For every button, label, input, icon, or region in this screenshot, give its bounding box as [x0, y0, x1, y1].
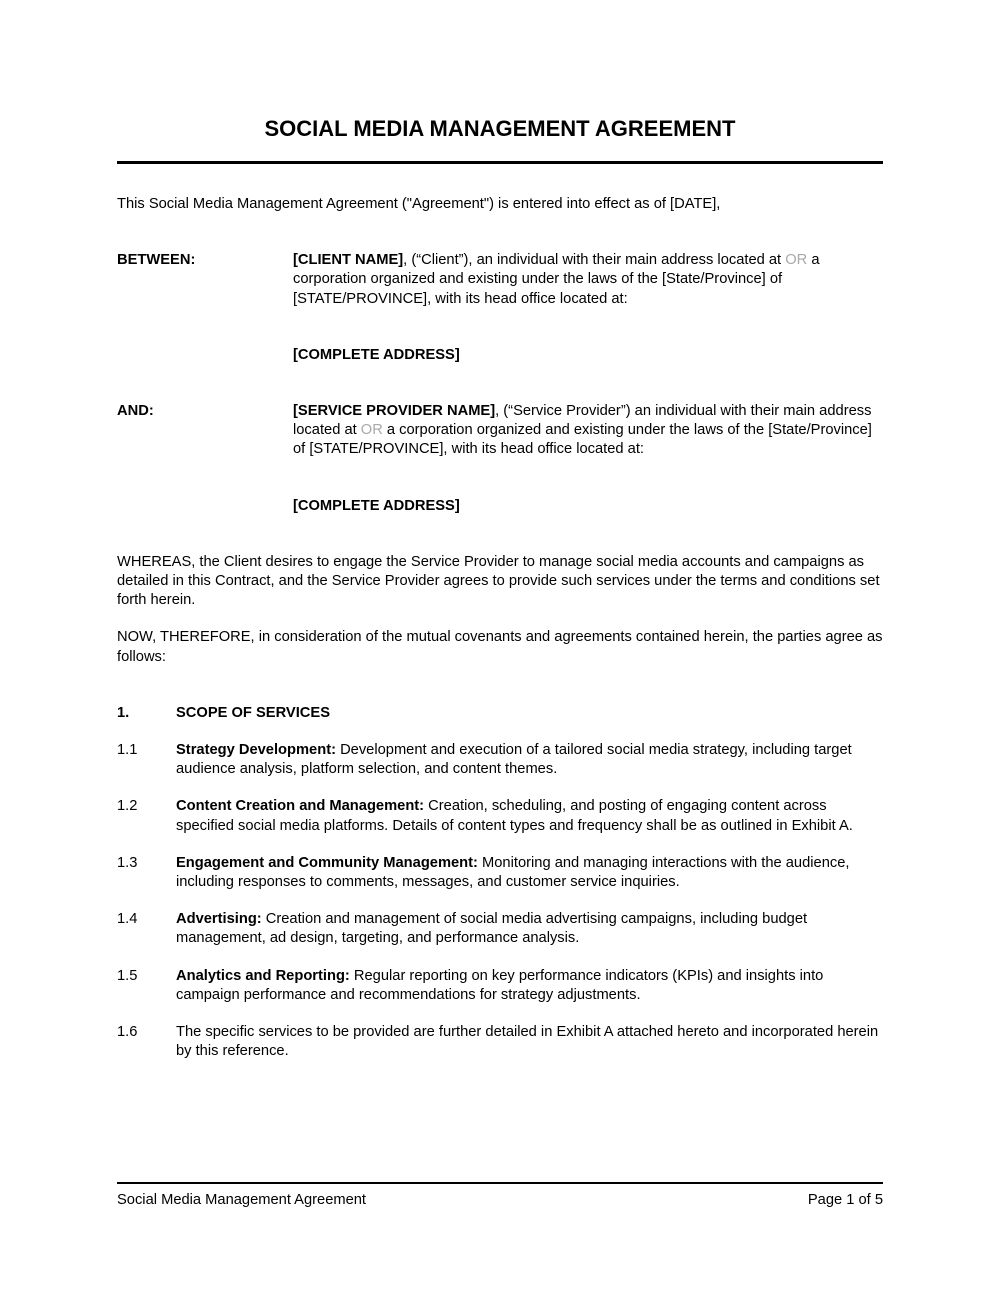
- party-and-or: OR: [360, 422, 383, 439]
- page-footer: [117, 1182, 883, 1210]
- clause-1-4-number: 1.4: [117, 911, 138, 928]
- footer-document-title: Social Media Management Agreement: [117, 1192, 367, 1208]
- clause-1-1-body: [176, 741, 883, 779]
- party-between-text: [293, 251, 883, 309]
- client-address-placeholder: [COMPLETE ADDRESS]: [293, 346, 460, 363]
- client-name-placeholder: [CLIENT NAME]: [293, 252, 404, 269]
- clause-1-3-body: [176, 854, 883, 892]
- section-1-heading: [117, 704, 883, 723]
- clause-1-6-body: [176, 1023, 883, 1061]
- clause-1-3: [117, 854, 883, 892]
- clause-1-3-number: 1.3: [117, 854, 138, 871]
- document-content: [0, 116, 1000, 1061]
- party-between-text-post: a corporation organized and existing under the laws of the [State/Province] of [STATE/PROVINCE], with its head office located at:: [293, 252, 820, 307]
- title-divider: [117, 161, 883, 164]
- footer-page-number: Page 1 of 5: [807, 1192, 883, 1208]
- intro-paragraph: This Social Media Management Agreement ("Agreement") is entered into effect as of [DATE],: [117, 196, 721, 212]
- clause-1-1-text: Development and execution of a tailored social media strategy, including target audience analysis, platform selection, and content themes.: [176, 742, 852, 778]
- clause-1-2-text: Creation, scheduling, and posting of engaging content across specified social media platforms. Details of content types and frequency shall be as outlined in Exhibit A.: [176, 798, 853, 834]
- footer-row: [117, 1191, 883, 1210]
- clause-1-2-label: Content Creation and Management:: [176, 798, 425, 815]
- provider-name-placeholder: [SERVICE PROVIDER NAME]: [293, 403, 496, 420]
- clause-1-2-body: [176, 797, 883, 835]
- clause-1-6: [117, 1023, 883, 1061]
- document-title: SOCIAL MEDIA MANAGEMENT AGREEMENT: [264, 116, 736, 141]
- whereas-paragraph: WHEREAS, the Client desires to engage the Service Provider to manage social media accounts and campaigns as detailed in this Contract, and the Service Provider agrees to provide such services under the terms and conditions set forth herein.: [117, 553, 880, 609]
- clause-1-1-number: 1.1: [117, 742, 138, 759]
- section-1-number: 1.: [117, 704, 130, 721]
- clause-1-5-text: Regular reporting on key performance indicators (KPIs) and insights into campaign performance and recommendations for strategy adjustments.: [176, 967, 824, 1003]
- now-therefore-paragraph: NOW, THEREFORE, in consideration of the mutual covenants and agreements contained herein, the parties agree as follows:: [117, 629, 883, 665]
- party-between-label: BETWEEN:: [117, 252, 196, 269]
- party-and-row: [117, 402, 883, 460]
- clause-1-5-label: Analytics and Reporting:: [176, 967, 350, 984]
- clause-1-5: [117, 967, 883, 1005]
- clause-1-6-number: 1.6: [117, 1024, 138, 1041]
- clause-1-4-text: Creation and management of social media advertising campaigns, including budget management, ad design, targeting, and performance analysis.: [176, 911, 808, 947]
- party-between-text-pre: , (“Client”), an individual with their main address located at: [403, 252, 786, 269]
- provider-address-placeholder: [COMPLETE ADDRESS]: [293, 497, 460, 514]
- party-between-or: OR: [785, 252, 808, 269]
- clause-1-5-number: 1.5: [117, 967, 138, 984]
- section-1-title: SCOPE OF SERVICES: [176, 704, 330, 721]
- footer-divider: [117, 1182, 883, 1184]
- clause-1-1-label: Strategy Development:: [176, 742, 336, 759]
- clause-1-3-text: Monitoring and managing interactions with the audience, including responses to comments, messages, and customer service inquiries.: [176, 854, 850, 891]
- party-and-text: [293, 402, 883, 460]
- party-and-label: AND:: [117, 403, 154, 420]
- clause-1-6-text: The specific services to be provided are further detailed in Exhibit A attached hereto and incorporated herein by this reference.: [176, 1024, 879, 1060]
- clause-1-4: [117, 910, 883, 948]
- clause-1-4-body: [176, 910, 883, 948]
- party-and-text-pre: , (“Service Provider”) an individual with their main address located at: [293, 403, 872, 439]
- clause-1-5-body: [176, 967, 883, 1005]
- clause-1-3-label: Engagement and Community Management:: [176, 854, 478, 871]
- clause-1-4-label: Advertising:: [176, 911, 262, 928]
- clause-1-2: [117, 797, 883, 835]
- clause-1-2-number: 1.2: [117, 798, 138, 815]
- party-between-row: [117, 251, 883, 309]
- party-and-text-post: a corporation organized and existing under the laws of the [State/Province] of [STATE/PROVINCE], with its head office located at:: [293, 422, 872, 458]
- clause-1-1: [117, 741, 883, 779]
